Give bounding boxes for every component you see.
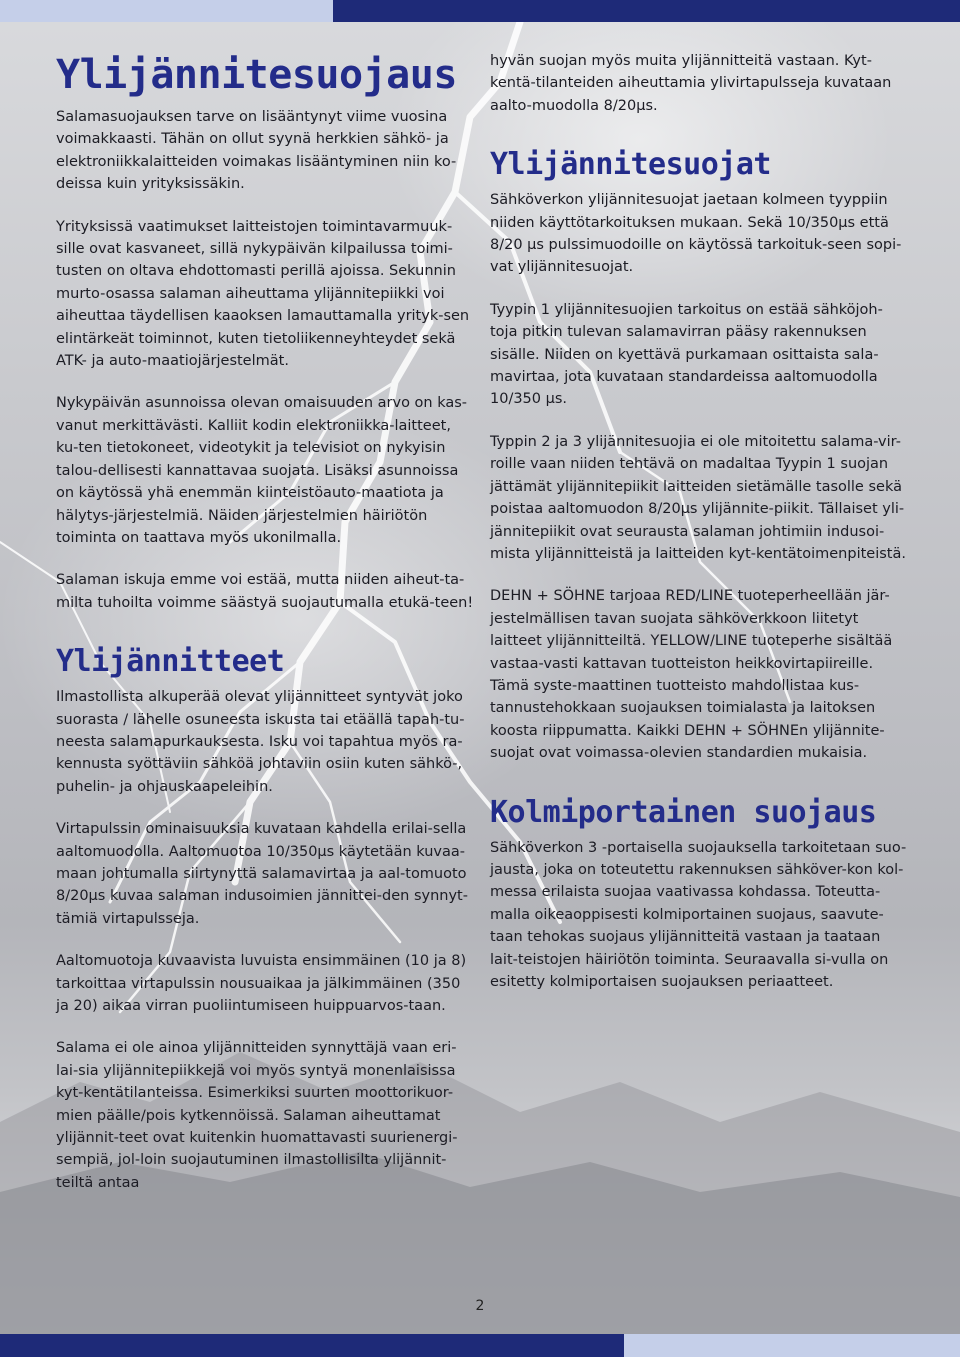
body-paragraph: Aaltomuotoja kuvaavista luvuista ensimmäinen (10 ja 8) tarkoittaa virtapulssin nousuaikaa ja jälkimmäinen (350 ja 20) aikaa virran puoliintumiseen huippuarvos-taan. [56,953,467,1014]
body-paragraph: DEHN + SÖHNE tarjoaa RED/LINE tuoteperheellään jär-jestelmällisen tavan suojata sähköverkkoon liitetyt laitteet ylijännitteiltä. YELLOW/LINE tuoteperhe sisältää vastaa-vasti kattavan tuotteiston heikkovirtapiireille. Tämä syste-maattinen tuotteisto mahdollistaa kus-tannustehokkaan suojauksen toimialasta ja laitoksen koosta riippumatta. Kaikki DEHN + SÖHNEn ylijännite-suojat ovat voimassa-olevien standardien mukaisia. [490,588,893,762]
top-right-color-band [333,0,960,22]
body-paragraph: Nykypäivän asunnoissa olevan omaisuuden arvo on kas-vanut merkittävästi. Kalliit kodin elektroniikka-laitteet, ku-ten tietokoneet, videotykit ja televisiot on nykyisin talou-dellisesti kannattavaa suojata. Lisäksi asunnoissa on käytössä yhä enemmän kiinteistöauto-maatiota ja hälytys-järjestelmiä. Näiden järjestelmien häiriötön toiminta on taattava myös ukonilmalla. [56,395,468,546]
body-paragraph: Sähköverkon 3 -portaisella suojauksella tarkoitetaan suo-jausta, joka on toteutettu rakennuksen sähköver-kon kol-messa erilaista suojaa vaativassa kohdassa. Toteutta-malla oikeaoppisesti kolmiportainen suojaus, saavute-taan tehokas suojaus ylijännitteitä vastaan ja taataan lait-teistojen häiriötön toiminta. Seuraavalla si-vulla on esitetty kolmiportaisen suojauksen periaatteet. [490,839,907,990]
left-column [56,50,474,1214]
body-paragraph: Virtapulssin ominaisuuksia kuvataan kahdella erilai-sella aaltomuodolla. Aaltomuotoa 10/350µs käytetään kuvaa-maan johtumalla siirtynyttä salamavirtaa ja aal-tomuoto 8/20µs kuvaa salaman indusoimien jännittei-den synnyt-tämiä virtapulsseja. [56,821,468,927]
bottom-left-color-band [0,1334,624,1357]
body-paragraph: Salaman iskuja emme voi estää, mutta niiden aiheut-ta-milta tuhoilta voimme säästyä suojautumalla etukä-teen! [56,572,474,611]
bottom-right-color-band [624,1334,960,1357]
body-paragraph: Salama ei ole ainoa ylijännitteiden synnyttäjä vaan eri-lai-sia ylijännitepiikkejä voi myös syntyä monenlaisissa kyt-kentätilanteissa. Esimerkiksi suurten moottorikuor-mien päälle/pois kytkennöissä. Salaman aiheuttamat ylijännit-teet ovat kuitenkin huomattavasti suurienergi-sempiä, jol-loin suojautuminen ilmastollisilta ylijännit-teiltä antaa [56,1040,458,1191]
page-title: Ylijännitesuojaus [56,52,457,98]
body-paragraph: Typpin 2 ja 3 ylijännitesuojia ei ole mitoitettu salama-vir-roille vaan niiden tehtävä on madaltaa Tyypin 1 suojan jättämät ylijännitepiikit laitteiden sietämälle tasolle sekä poistaa aaltomuodon 8/20µs ylijännite-piikit. Tällaiset yli-jännitepiikit ovat seurausta salaman johtimiin indusoi-mista ylijännitteistä ja laitteiden kyt-kentätoimenpiteistä. [490,433,906,562]
body-paragraph: Ilmastollista alkuperää olevat ylijännitteet syntyvät joko suorasta / lähelle osuneesta iskusta tai etäällä tapah-tu-neesta salamapurkauksesta. Isku voi tapahtua myös ra-kennusta syöttäviin sähköä johtaviin osiin kuten sähkö-, puhelin- ja ohjauskaapeleihin. [56,689,465,795]
right-column [490,50,910,1013]
continued-paragraph: hyvän suojan myös muita ylijännitteitä vastaan. Kyt-kentä-tilanteiden aiheuttamia ylivirtapulsseja kuvataan aalto-muodolla 8/20µs. [490,53,892,114]
body-paragraph: Yrityksissä vaatimukset laitteistojen toimintavarmuuk-sille ovat kasvaneet, sillä nykypäivän kilpailussa toimi-tusten on oltava ehdottomasti perillä ajoissa. Sekunnin murto-osassa salaman aiheuttama ylijännitepiikki voi aiheuttaa täydellisen kaaoksen lamauttamalla yrityk-sen elintärkeät toiminnot, kuten tietoliikenneyhteydet sekä ATK- ja auto-maatiojärjestelmät. [56,218,470,370]
page-number: 2 [475,1298,485,1314]
body-paragraph: Sähköverkon ylijännitesuojat jaetaan kolmeen tyyppiin niiden käyttötarkoituksen mukaan. Sekä 10/350µs että 8/20 µs pulssimuodoille on käytössä tarkoituk-seen sopi-vat ylijännitesuojat. [490,192,902,276]
section-heading-ylijannitesuojat: Ylijännitesuojat [490,147,771,183]
intro-paragraph: Salamasuojauksen tarve on lisääntynyt viime vuosina voimakkaasti. Tähän on ollut syynä herkkien sähkö- ja elektroniikkalaitteiden voimakas lisääntyminen niin ko-deissa kuin yrityksissäkin. [56,109,457,193]
section-heading-ylijannitteet: Ylijännitteet [56,644,285,680]
body-paragraph: Tyypin 1 ylijännitesuojien tarkoitus on estää sähköjoh-toja pitkin tulevan salamavirran pääsy rakennuksen sisälle. Niiden on kyettävä purkamaan osittaista sala-mavirtaa, jota kuvataan standardeissa aaltomuodolla 10/350 µs. [490,301,883,408]
section-heading-kolmiportainen-suojaus: Kolmiportainen suojaus [490,794,877,830]
top-left-color-band [0,0,333,22]
